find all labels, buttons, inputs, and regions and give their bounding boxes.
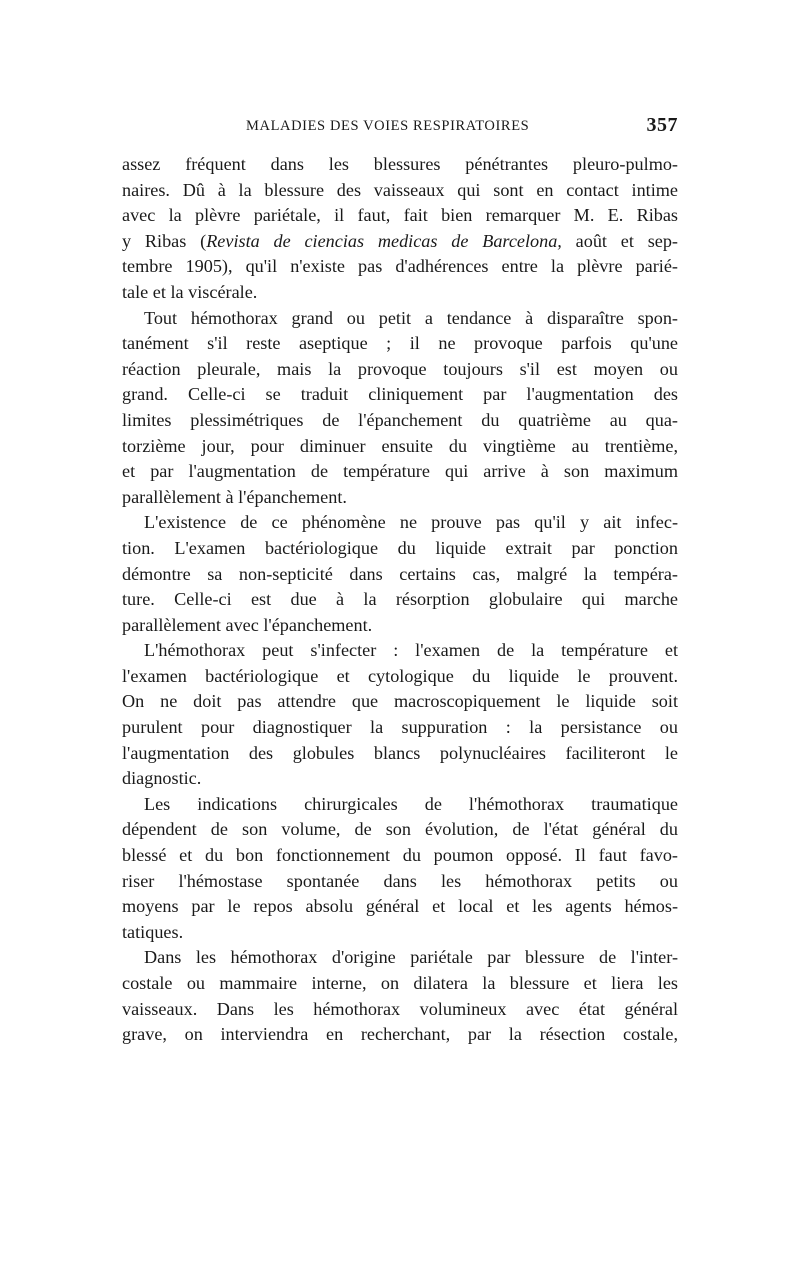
text-line: limites plessimétriques de l'épanchement du quatrième au qua- — [122, 409, 678, 430]
text-line: naires. Dû à la blessure des vaisseaux qui sont en contact intime — [122, 179, 678, 200]
text-line: torzième jour, pour diminuer ensuite du vingtième au trentième, — [122, 435, 678, 456]
paragraph-3 — [122, 510, 678, 638]
paragraph-5 — [122, 792, 678, 946]
text-line: L'existence de ce phénomène ne prouve pas qu'il y ait infec- — [144, 512, 678, 533]
text-line: L'hémothorax peut s'infecter : l'examen de la température et — [144, 640, 678, 661]
text-line: tembre 1905), qu'il n'existe pas d'adhérences entre la plèvre parié- — [122, 256, 678, 277]
text-line: parallèlement à l'épanchement. — [122, 486, 347, 507]
paragraph-2 — [122, 306, 678, 511]
text-line: costale ou mammaire interne, on dilatera la blessure et liera les — [122, 973, 678, 993]
text-fragment: août et sep- — [561, 230, 678, 251]
paragraph-4 — [122, 638, 678, 792]
text-line: grave, on interviendra en recherchant, par la résection costale, — [122, 1024, 678, 1045]
paragraph-6 — [122, 945, 678, 1047]
text-line: On ne doit pas attendre que macroscopiquement le liquide soit — [122, 691, 678, 712]
page-number: 357 — [646, 114, 678, 136]
text-line: l'examen bactériologique et cytologique du liquide le prouvent. — [122, 665, 678, 686]
text-line: tanément s'il reste aseptique ; il ne provoque parfois qu'une — [122, 333, 678, 354]
text-line: Les indications chirurgicales de l'hémothorax traumatique — [144, 793, 678, 814]
text-line: démontre sa non-septicité dans certains cas, malgré la tempéra- — [122, 563, 678, 584]
running-title: MALADIES DES VOIES RESPIRATOIRES — [246, 118, 530, 134]
text-line: diagnostic. — [122, 768, 202, 789]
text-line: purulent pour diagnostiquer la suppuration : la persistance ou — [122, 717, 678, 738]
body-text — [122, 152, 678, 1048]
text-line: avec la plèvre pariétale, il faut, fait bien remarquer M. E. Ribas — [122, 205, 678, 226]
paragraph-1 — [122, 152, 678, 306]
text-line: tale et la viscérale. — [122, 281, 258, 302]
text-line: vaisseaux. Dans les hémothorax volumineux avec état général — [122, 998, 678, 1019]
text-line: assez fréquent dans les blessures pénétrantes pleuro-pulmo- — [122, 154, 678, 174]
text-line: l'augmentation des globules blancs polynucléaires faciliteront le — [122, 742, 678, 763]
journal-title: Revista de ciencias medicas de Barcelona, — [206, 230, 562, 251]
text-line: dépendent de son volume, de son évolution, de l'état général du — [122, 819, 678, 840]
text-line: parallèlement avec l'épanchement. — [122, 614, 373, 635]
book-page — [122, 114, 678, 1048]
text-line: grand. Celle-ci se traduit cliniquement par l'augmentation des — [122, 384, 678, 405]
text-line — [122, 229, 678, 255]
text-line: tion. L'examen bactériologique du liquide extrait par ponction — [122, 537, 678, 558]
text-line: Tout hémothorax grand ou petit a tendance à disparaître spon- — [144, 307, 678, 328]
text-line: moyens par le repos absolu général et local et les agents hémos- — [122, 896, 678, 917]
text-line: riser l'hémostase spontanée dans les hémothorax petits ou — [122, 870, 678, 891]
text-fragment: y Ribas ( — [122, 230, 207, 251]
text-line: ture. Celle-ci est due à la résorption globulaire qui marche — [122, 589, 678, 610]
running-head — [122, 114, 678, 146]
text-line: blessé et du bon fonctionnement du poumon opposé. Il faut favo- — [122, 845, 678, 866]
text-line: réaction pleurale, mais la provoque toujours s'il est moyen ou — [122, 358, 678, 379]
text-line: tatiques. — [122, 921, 184, 942]
text-line: Dans les hémothorax d'origine pariétale par blessure de l'inter- — [144, 947, 678, 968]
text-line: et par l'augmentation de température qui arrive à son maximum — [122, 461, 678, 482]
